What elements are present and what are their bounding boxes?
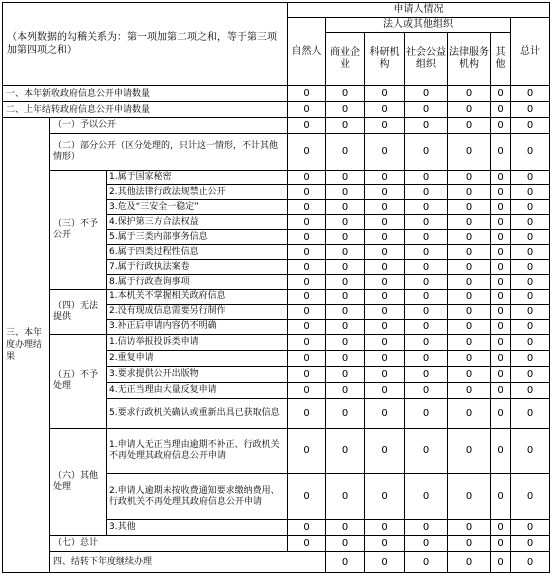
header-other: 其他 [491, 32, 511, 85]
value-cell: 0 [405, 319, 448, 334]
value-cell: 0 [448, 170, 491, 185]
value-cell: 0 [288, 200, 326, 215]
value-cell: 0 [405, 398, 448, 428]
value-cell: 0 [365, 230, 405, 245]
list-item: 2.申请人逾期未按收费通知要求缴纳费用、行政机关不再处理其政府信息公开申请 [107, 473, 288, 520]
value-cell: 0 [448, 473, 491, 520]
section-results: 三、本年度办理结果 [3, 118, 50, 573]
value-cell: 0 [405, 304, 448, 319]
value-cell: 0 [365, 260, 405, 275]
value-cell: 0 [448, 215, 491, 230]
value-cell: 0 [365, 215, 405, 230]
value-cell: 0 [365, 536, 405, 552]
value-cell: 0 [365, 170, 405, 185]
value-cell: 0 [326, 260, 365, 275]
value-cell: 0 [326, 134, 365, 170]
value-cell: 0 [491, 102, 511, 118]
value-cell: 0 [448, 260, 491, 275]
value-cell: 0 [288, 304, 326, 319]
value-cell: 0 [511, 382, 550, 398]
row-carried-over: 二、上年结转政府信息公开申请数量 [3, 102, 288, 118]
value-cell: 0 [511, 350, 550, 366]
value-cell: 0 [288, 334, 326, 350]
value-cell: 0 [491, 304, 511, 319]
list-item: 3.其他 [107, 520, 288, 536]
value-cell: 0 [448, 398, 491, 428]
value-cell: 0 [491, 245, 511, 260]
value-cell: 0 [448, 428, 491, 473]
value-cell: 0 [326, 304, 365, 319]
value-cell: 0 [405, 260, 448, 275]
value-cell: 0 [448, 319, 491, 334]
value-cell: 0 [511, 290, 550, 305]
value-cell: 0 [365, 200, 405, 215]
row-partial-public: （二）部分公开（区分处理的，只计这一情形，不计其他情形） [50, 134, 288, 170]
value-cell: 0 [326, 536, 365, 552]
value-cell: 0 [365, 428, 405, 473]
list-item: 5.属于三类内部事务信息 [107, 230, 288, 245]
value-cell: 0 [405, 185, 448, 200]
value-cell: 0 [288, 118, 326, 134]
value-cell: 0 [511, 552, 550, 573]
value-cell: 0 [365, 275, 405, 290]
value-cell: 0 [365, 552, 405, 573]
list-item: 2.没有现成信息需要另行制作 [107, 304, 288, 319]
value-cell: 0 [288, 170, 326, 185]
value-cell: 0 [491, 86, 511, 102]
value-cell: 0 [365, 334, 405, 350]
value-cell: 0 [288, 230, 326, 245]
value-cell: 0 [511, 319, 550, 334]
header-social: 社会公益组织 [405, 32, 448, 85]
value-cell: 0 [448, 536, 491, 552]
value-cell: 0 [448, 334, 491, 350]
value-cell: 0 [365, 520, 405, 536]
value-cell: 0 [448, 185, 491, 200]
value-cell: 0 [491, 382, 511, 398]
value-cell: 0 [491, 334, 511, 350]
row-total: （七）总计 [50, 536, 288, 552]
value-cell: 0 [405, 200, 448, 215]
header-total: 总计 [511, 17, 550, 85]
value-cell: 0 [326, 215, 365, 230]
value-cell: 0 [448, 366, 491, 382]
list-item: 5.要求行政机关确认或重新出具已获取信息 [107, 398, 288, 428]
value-cell: 0 [511, 185, 550, 200]
value-cell: 0 [405, 170, 448, 185]
value-cell: 0 [448, 200, 491, 215]
list-item: 1.属于国家秘密 [107, 170, 288, 185]
value-cell: 0 [405, 366, 448, 382]
value-cell: 0 [405, 86, 448, 102]
value-cell: 0 [326, 245, 365, 260]
value-cell: 0 [326, 334, 365, 350]
value-cell: 0 [288, 185, 326, 200]
value-cell: 0 [288, 134, 326, 170]
value-cell: 0 [326, 290, 365, 305]
value-cell: 0 [511, 520, 550, 536]
value-cell: 0 [491, 170, 511, 185]
value-cell: 0 [491, 230, 511, 245]
header-note: （本列数据的勾稽关系为：第一项加第二项之和，等于第三项加第四项之和） [3, 3, 288, 86]
value-cell: 0 [288, 366, 326, 382]
value-cell: 0 [288, 215, 326, 230]
value-cell: 0 [491, 260, 511, 275]
value-cell: 0 [448, 290, 491, 305]
list-item: 1.本机关不掌握相关政府信息 [107, 290, 288, 305]
header-applicant: 申请人情况 [288, 3, 550, 18]
value-cell: 0 [405, 552, 448, 573]
value-cell: 0 [288, 102, 326, 118]
value-cell: 0 [491, 366, 511, 382]
value-cell: 0 [405, 134, 448, 170]
value-cell: 0 [491, 200, 511, 215]
value-cell: 0 [511, 304, 550, 319]
value-cell: 0 [511, 118, 550, 134]
value-cell: 0 [326, 230, 365, 245]
list-item: 1.申请人无正当理由逾期不补正、行政机关不再处理其政府信息公开申请 [107, 428, 288, 473]
subsection-not-processed: （五）不予处理 [50, 334, 107, 428]
value-cell: 0 [491, 185, 511, 200]
value-cell: 0 [326, 366, 365, 382]
value-cell: 0 [511, 230, 550, 245]
subsection-other-handling: （六）其他处理 [50, 428, 107, 536]
value-cell: 0 [326, 185, 365, 200]
value-cell: 0 [405, 102, 448, 118]
value-cell: 0 [288, 428, 326, 473]
value-cell: 0 [448, 245, 491, 260]
value-cell: 0 [405, 118, 448, 134]
value-cell: 0 [365, 382, 405, 398]
value-cell: 0 [448, 304, 491, 319]
list-item: 3.危及“三安全一稳定” [107, 200, 288, 215]
value-cell: 0 [365, 319, 405, 334]
value-cell: 0 [365, 350, 405, 366]
value-cell: 0 [511, 102, 550, 118]
value-cell: 0 [405, 230, 448, 245]
value-cell: 0 [326, 520, 365, 536]
value-cell: 0 [288, 275, 326, 290]
value-cell: 0 [326, 86, 365, 102]
value-cell: 0 [405, 350, 448, 366]
value-cell: 0 [448, 86, 491, 102]
value-cell: 0 [448, 275, 491, 290]
value-cell: 0 [326, 382, 365, 398]
value-cell: 0 [511, 366, 550, 382]
value-cell: 0 [405, 245, 448, 260]
value-cell: 0 [491, 275, 511, 290]
value-cell: 0 [365, 398, 405, 428]
list-item: 3.要求提供公开出版物 [107, 366, 288, 382]
value-cell: 0 [288, 382, 326, 398]
value-cell: 0 [511, 260, 550, 275]
value-cell: 0 [326, 552, 365, 573]
value-cell: 0 [405, 536, 448, 552]
value-cell: 0 [491, 428, 511, 473]
value-cell: 0 [326, 200, 365, 215]
value-cell: 0 [405, 382, 448, 398]
value-cell: 0 [288, 290, 326, 305]
value-cell: 0 [405, 215, 448, 230]
row-new-applications: 一、本年新收政府信息公开申请数量 [3, 86, 288, 102]
value-cell: 0 [288, 536, 326, 552]
header-law: 法律服务机构 [448, 32, 491, 85]
value-cell: 0 [288, 350, 326, 366]
list-item: 4.无正当理由大量反复申请 [107, 382, 288, 398]
row-public: （一）予以公开 [50, 118, 288, 134]
value-cell: 0 [405, 428, 448, 473]
row-carry-forward: 四、结转下年度继续办理 [50, 552, 326, 573]
header-research: 科研机构 [365, 32, 405, 85]
value-cell: 0 [326, 350, 365, 366]
value-cell: 0 [326, 319, 365, 334]
header-commercial: 商业企业 [326, 32, 365, 85]
value-cell: 0 [448, 118, 491, 134]
value-cell: 0 [491, 350, 511, 366]
value-cell: 0 [511, 428, 550, 473]
value-cell: 0 [405, 334, 448, 350]
value-cell: 0 [511, 536, 550, 552]
value-cell: 0 [365, 473, 405, 520]
value-cell: 0 [491, 118, 511, 134]
value-cell: 0 [365, 118, 405, 134]
value-cell: 0 [491, 552, 511, 573]
value-cell: 0 [491, 473, 511, 520]
value-cell: 0 [365, 290, 405, 305]
subsection-not-public: （三）不予公开 [50, 170, 107, 290]
value-cell: 0 [405, 473, 448, 520]
value-cell: 0 [511, 398, 550, 428]
value-cell: 0 [365, 134, 405, 170]
value-cell: 0 [491, 290, 511, 305]
value-cell: 0 [288, 319, 326, 334]
value-cell: 0 [326, 170, 365, 185]
value-cell: 0 [511, 245, 550, 260]
value-cell: 0 [491, 215, 511, 230]
list-item: 2.其他法律行政法规禁止公开 [107, 185, 288, 200]
value-cell: 0 [405, 520, 448, 536]
value-cell: 0 [511, 334, 550, 350]
list-item: 2.重复申请 [107, 350, 288, 366]
value-cell: 0 [448, 520, 491, 536]
value-cell: 0 [511, 86, 550, 102]
value-cell: 0 [491, 319, 511, 334]
value-cell: 0 [405, 275, 448, 290]
value-cell: 0 [365, 245, 405, 260]
value-cell: 0 [288, 473, 326, 520]
list-item: 4.保护第三方合法权益 [107, 215, 288, 230]
value-cell: 0 [326, 118, 365, 134]
value-cell: 0 [288, 86, 326, 102]
value-cell: 0 [405, 290, 448, 305]
value-cell: 0 [448, 552, 491, 573]
value-cell: 0 [491, 398, 511, 428]
value-cell: 0 [326, 102, 365, 118]
value-cell: 0 [511, 200, 550, 215]
value-cell: 0 [288, 245, 326, 260]
list-item: 7.属于行政执法案卷 [107, 260, 288, 275]
value-cell: 0 [365, 102, 405, 118]
value-cell: 0 [288, 520, 326, 536]
value-cell: 0 [365, 304, 405, 319]
value-cell: 0 [365, 366, 405, 382]
value-cell: 0 [326, 428, 365, 473]
value-cell: 0 [288, 398, 326, 428]
header-legal: 法人或其他组织 [326, 17, 511, 32]
header-natural: 自然人 [288, 17, 326, 85]
value-cell: 0 [448, 102, 491, 118]
list-item: 8.属于行政查询事项 [107, 275, 288, 290]
value-cell: 0 [448, 382, 491, 398]
value-cell: 0 [511, 215, 550, 230]
list-item: 1.信访举报投诉类申请 [107, 334, 288, 350]
list-item: 6.属于四类过程性信息 [107, 245, 288, 260]
value-cell: 0 [491, 536, 511, 552]
value-cell: 0 [511, 170, 550, 185]
value-cell: 0 [491, 134, 511, 170]
value-cell: 0 [511, 134, 550, 170]
value-cell: 0 [448, 134, 491, 170]
subsection-cannot-provide: （四）无法提供 [50, 290, 107, 335]
value-cell: 0 [365, 86, 405, 102]
value-cell: 0 [288, 260, 326, 275]
value-cell: 0 [326, 398, 365, 428]
statistics-table [2, 2, 550, 573]
value-cell: 0 [511, 473, 550, 520]
value-cell: 0 [326, 473, 365, 520]
value-cell: 0 [448, 350, 491, 366]
value-cell: 0 [448, 230, 491, 245]
value-cell: 0 [511, 275, 550, 290]
value-cell: 0 [326, 275, 365, 290]
value-cell: 0 [365, 185, 405, 200]
list-item: 3.补正后申请内容仍不明确 [107, 319, 288, 334]
value-cell: 0 [491, 520, 511, 536]
